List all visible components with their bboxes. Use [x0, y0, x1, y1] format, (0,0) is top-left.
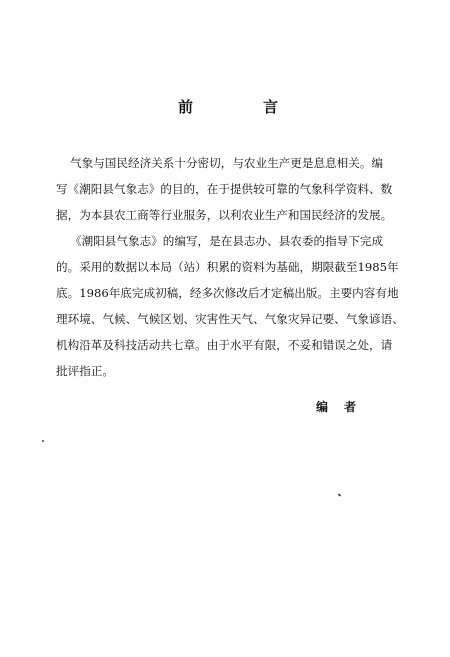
body-line-5: 的。采用的数据以本局（站）积累的资料为基础，期限截至1985年 [56, 260, 399, 274]
page-title [178, 96, 278, 117]
title-char-1: 前 [178, 98, 194, 116]
body-line-6: 底。1986年底完成初稿，经多次修改后才定稿出版。主要内容有地 [56, 286, 399, 300]
title-char-2: 言 [262, 98, 278, 116]
body-line-3: 据，为本县农工商等行业服务，以利农业生产和国民经济的发展。 [56, 208, 393, 222]
scan-speck [42, 440, 44, 442]
body-line-8: 机构沿革及科技活动共七章。由于水平有限，不妥和错误之处，请 [56, 338, 393, 352]
body-line-9: 批评指正。 [56, 364, 114, 378]
scan-speck [338, 493, 342, 496]
signature-char-1: 编 [316, 400, 329, 414]
body-line-1: 气象与国民经济关系十分密切，与农业生产更是息息相关。编 [70, 156, 384, 170]
signature [316, 398, 356, 415]
body-line-2: 写《潮阳县气象志》的目的，在于提供较可靠的气象科学资料、数 [56, 182, 393, 196]
body-line-4: 《潮阳县气象志》的编写，是在县志办、县农委的指导下完成 [70, 234, 384, 248]
body-line-7: 理环境、气候、气候区划、灾害性天气、气象灾异记要、气象谚语、 [56, 312, 404, 326]
signature-char-2: 者 [343, 400, 356, 414]
